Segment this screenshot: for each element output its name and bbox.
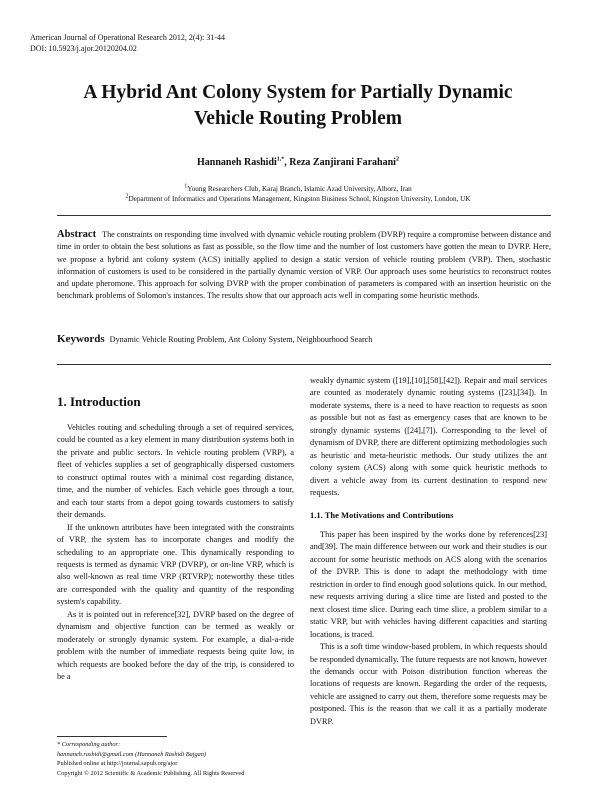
- abstract: [57, 229, 551, 303]
- affiliation-1-sup: 1: [184, 183, 188, 190]
- footnote-email: hannaneh.rashidi@gmail.com (Hannaneh Rashidi Bajgan): [57, 750, 207, 758]
- left-column: [57, 422, 294, 684]
- footnote-corresponding: * Corresponding author:: [57, 741, 121, 748]
- author-2: Reza Zanjirani Farahani: [289, 157, 396, 168]
- paper-title: [30, 80, 566, 132]
- title-line-1: A Hybrid Ant Colony System for Partially Dynamic: [83, 82, 513, 103]
- author-1-sup: 1,*: [276, 156, 285, 163]
- affiliation-2-sup: 2: [125, 193, 129, 200]
- motivation-paragraph-1: This paper has been inspired by the works done by references[23] and[39]. The main difference between our work and their studies is our account for some heuristic methods on ACS along with the scenarios of the DVRP. This is done to adapt the methodology with time restriction in order to find enough good solutions quick. In our method, new requests arriving during a slice time are listed and posted to the next closest time slice. During each time slice, a problem similar to a static VRP, but with vehicles having different capacities and starting locations, is traced.: [310, 529, 547, 639]
- author-list: [30, 157, 566, 168]
- footnote-copyright: Copyright © 2012 Scientific & Academic Publishing. All Rights Reserved: [57, 770, 245, 778]
- keywords-label: Keywords: [57, 333, 105, 345]
- author-1: Hannaneh Rashidi: [197, 157, 277, 168]
- journal-doi: DOI: 10.5923/j.ajor.20120204.02: [30, 43, 137, 53]
- abstract-label: Abstract: [57, 229, 97, 240]
- subsection-heading-motivations: 1.1. The Motivations and Contributions: [310, 509, 454, 520]
- affiliation-1-text: Young Researchers Club, Karaj Branch, Islamic Azad University, Alborz, Iran: [187, 185, 412, 193]
- keywords-text: Dynamic Vehicle Routing Problem, Ant Colony System, Neighbourhood Search: [109, 335, 373, 344]
- intro-paragraph-3: As it is pointed out in reference[32], DVRP based on the degree of dynamism and objective function can be termed as weakly or moderately or strongly dynamic system. For example, a dial-a-ride problem with the number of immediate requests being quite low, in which requests are booked before the day of the trip, is considered to be a: [57, 609, 294, 682]
- intro-paragraph-4: weakly dynamic system ([19],[10],[58],[42]). Repair and mail services are counted as moderately dynamic routing systems ([23],[34]). In moderate systems, there is a need to have reaction to requests as soon as possible but not as fast as emergency cases that are known to be strongly dynamic systems ([24],[7]). Corresponding to the level of dynamism of DVRP, there are different optimizing methodologies such as heuristic and meta-heuristic methods. Our study utilizes the ant colony system (ACS) along with some quick heuristic methods to divert a vehicle away from its current destination to respond new requests.: [310, 376, 547, 498]
- motivation-paragraph-2: This is a soft time window-based problem, in which requests should be responded dynamically. The future requests are not known, however the demands occur with Poison distribution function whereas the locations of requests are known. Regarding the order of the requests, vehicle are assigned to carry out them, therefore some requests may be postponed. This is the reason that we call it as a partially moderate DVRP.: [310, 642, 547, 726]
- affiliation-2: [30, 194, 566, 204]
- title-line-2: Vehicle Routing Problem: [194, 108, 402, 129]
- author-separator: ,: [284, 157, 290, 168]
- footnote-divider: [57, 736, 167, 737]
- keywords: [57, 333, 551, 345]
- section-heading-introduction: 1. Introduction: [57, 394, 141, 409]
- author-2-sup: 2: [395, 156, 399, 163]
- divider-top: [57, 215, 551, 216]
- footnote-published: Published online at http://journal.sapub.org/ajor: [57, 760, 178, 768]
- intro-paragraph-2: If the unknown attributes have been integrated with the constraints of VRP, the system has to incorporate changes and modify the scheduling to an appropriate one. This dynamically responding to requests is termed as dynamic VRP (DVRP), or on-line VRP, which is also well-known as real time VRP (RTVRP); noteworthy these titles are corresponded with the quality and quantity of the responding system's capability.: [57, 522, 294, 607]
- right-column: [310, 375, 547, 728]
- journal-citation: American Journal of Operational Research 2012, 2(4): 31-44: [30, 33, 226, 42]
- affiliation-2-text: Department of Informatics and Operations Management, Kingston Business School, Kingston University, London, UK: [128, 195, 471, 203]
- footnotes: [57, 740, 244, 779]
- divider-bottom: [57, 364, 551, 365]
- abstract-text: The constraints on responding time involved with dynamic vehicle routing problem (DVRP) require a compromise between distance and time in order to obtain the best solutions as fast as possible, so the flow time and the number of lost customers have gotten the mean to DVRP. Here, we propose a hybrid ant colony system (ACS) initially applied to design a static version of vehicle routing problem (VRP). Then, stochastic information of customers is used to be considered in the partially dynamic version of VRP. Our approach uses some heuristics to reconstruct routes and update pheromone. This approach for solving DVRP with the proper combination of parameters is compared with an insertion heuristic on the benchmark problems of Solomon's instances. The results show that our approach acts well in comparing some heuristic methods.: [57, 230, 551, 301]
- affiliations: [30, 184, 566, 204]
- journal-header: [30, 33, 225, 54]
- affiliation-1: [30, 184, 566, 194]
- intro-paragraph-1: Vehicles routing and scheduling through a set of required services, could be counted as a key element in many distribution systems both in the private and public sectors. In vehicle routing problem (VRP), a fleet of vehicles supplies a set of geographically dispersed customers to construct optimal routes with a minimal cost regarding distance, time, and the number of vehicles. Each vehicle goes through a tour, and each tour starts from a depot going towards customers to satisfy their demands.: [57, 423, 294, 520]
